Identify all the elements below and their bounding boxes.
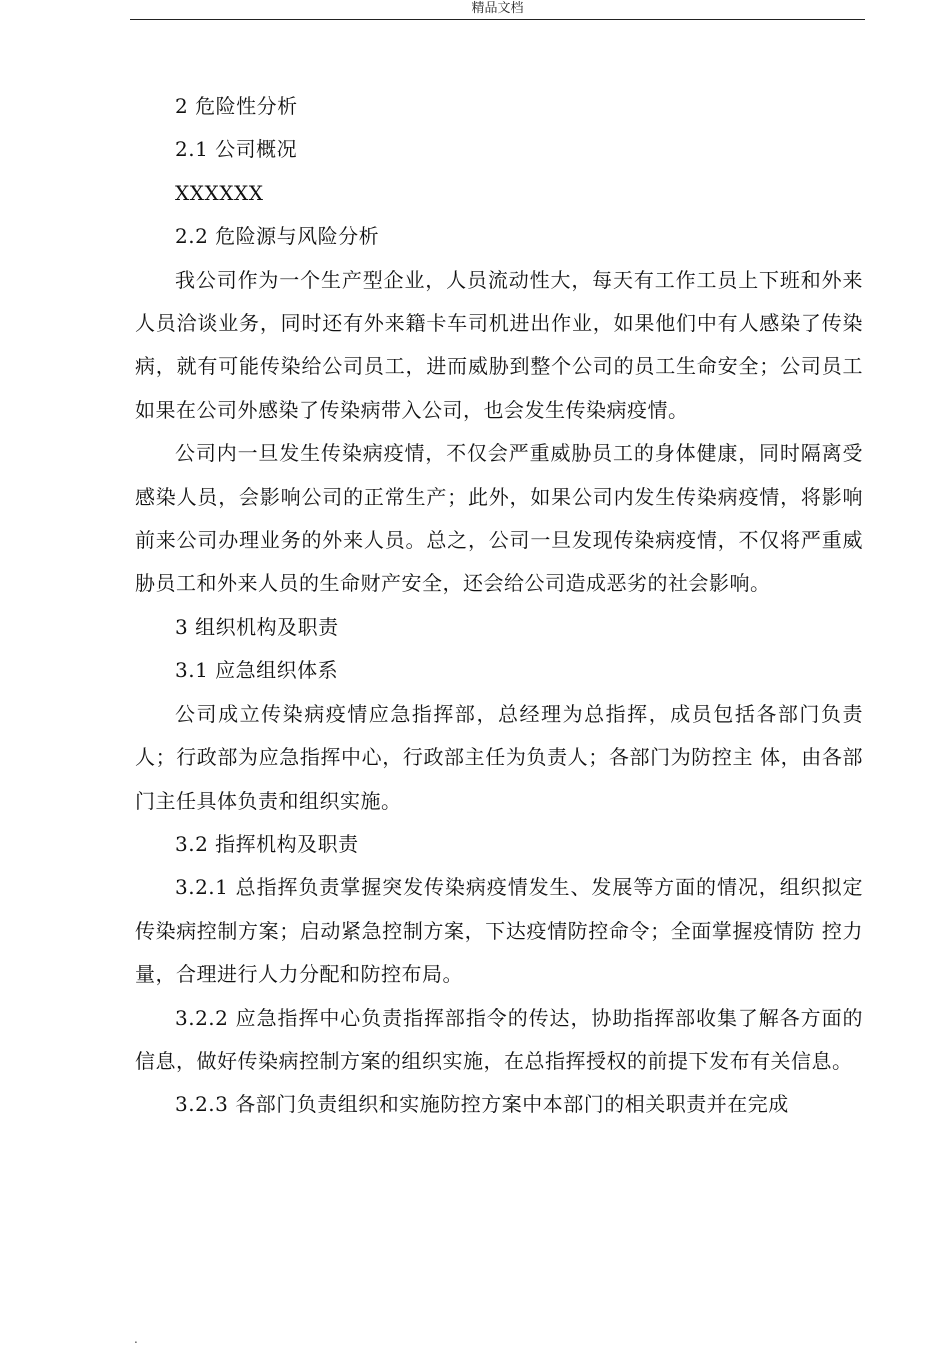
paragraph-duty-3-2-3: 3.2.3 各部门负责组织和实施防控方案中本部门的相关职责并在完成 [175,1092,789,1117]
paragraph-duty-3-2-1: 3.2.1 总指挥负责掌握突发传染病疫情发生、发展等方面的情况，组织拟定传染病控制方案；启动紧急控制方案，下达疫情防控命令；全面掌握疫情防 控力量，合理进行人力分配和防控布局。 [135,875,863,987]
paragraph-risk-2: 公司内一旦发生传染病疫情，不仅会严重威胁员工的身体健康，同时隔离受感染人员，会影响公司的正常生产；此外，如果公司内发生传染病疫情，将影响前来公司办理业务的外来人员。总之，公司一旦发现传染病疫情，不仅将严重威胁员工和外来人员的生命财产安全，还会给公司造成恶劣的社会影响。 [135,441,863,596]
document-body [135,85,863,1127]
page-header [130,0,865,20]
company-name-placeholder: XXXXXX [175,180,264,205]
paragraph-risk-1: 我公司作为一个生产型企业，人员流动性大，每天有工作工员上下班和外来人员洽谈业务，同时还有外来籍卡车司机进出作业，如果他们中有人感染了传染病，就有可能传染给公司员工，进而威胁到整个公司的员工生命安全；公司员工如果在公司外感染了传染病带入公司，也会发生传染病疫情。 [135,267,863,422]
subsection-heading-3-2: 3.2 指挥机构及职责 [175,831,359,856]
subsection-heading-2-1: 2.1 公司概况 [175,137,298,162]
subsection-heading-3-1: 3.1 应急组织体系 [175,658,339,683]
header-title: 精品文档 [471,1,524,16]
section-heading-2: 2 危险性分析 [175,94,298,118]
paragraph-organization: 公司成立传染病疫情应急指挥部，总经理为总指挥，成员包括各部门负责人；行政部为应急指挥中心，行政部主任为负责人；各部门为防控主 体，由各部门主任具体负责和组织实施。 [135,701,863,813]
section-heading-3: 3 组织机构及职责 [175,614,339,639]
footer-mark: . [134,1332,138,1346]
paragraph-duty-3-2-2: 3.2.2 应急指挥中心负责指挥部指令的传达，协助指挥部收集了解各方面的信息，做好传染病控制方案的组织实施，在总指挥授权的前提下发布有关信息。 [135,1005,863,1073]
subsection-heading-2-2: 2.2 危险源与风险分析 [175,224,380,249]
